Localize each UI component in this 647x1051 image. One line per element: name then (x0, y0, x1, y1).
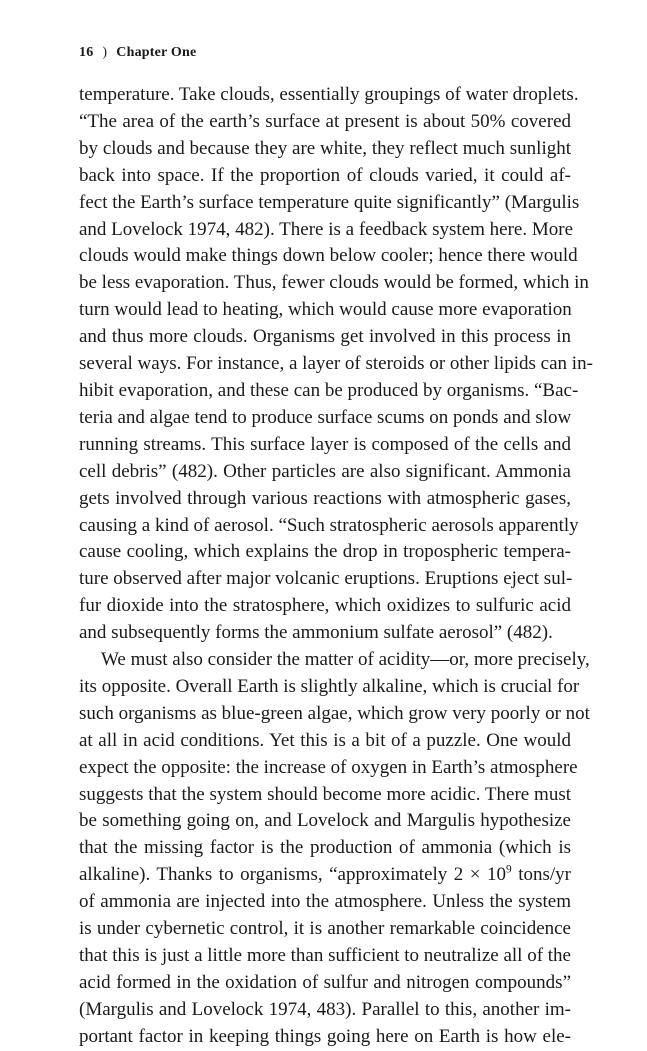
paragraph-1 (79, 82, 593, 647)
text-line: at all in acid conditions. Yet this is a bit of a puzzle. One would (79, 729, 571, 751)
superscript-line-before: alkaline). Thanks to organisms, “approximately 2 × 10 (79, 864, 507, 886)
running-head-separator: ) (102, 45, 108, 60)
text-line: and subsequently forms the ammonium sulfate aerosol” (482). (79, 622, 553, 644)
text-line: expect the opposite: the increase of oxygen in Earth’s atmosphere (79, 756, 578, 778)
text-line: be less evaporation. Thus, fewer clouds would be formed, which in (79, 272, 589, 294)
text-line: is under cybernetic control, it is another remarkable coincidence (79, 918, 571, 940)
text-line: turn would lead to heating, which would cause more evaporation (79, 299, 572, 321)
superscript-line-after: tons/yr (511, 864, 572, 886)
text-line: (Margulis and Lovelock 1974, 483). Parallel to this, another im- (79, 998, 571, 1020)
text-line: “The area of the earth’s surface at present is about 50% covered (79, 110, 571, 132)
text-line: of ammonia are injected into the atmosphere. Unless the system (79, 891, 571, 913)
text-line: hibit evaporation, and these can be produced by organisms. “Bac- (79, 379, 579, 401)
running-head (79, 45, 196, 61)
text-line: gets involved through various reactions with atmospheric gases, (79, 487, 571, 509)
text-line: and Lovelock 1974, 482). There is a feedback system here. More (79, 218, 574, 240)
text-line: portant factor in keeping things going here on Earth is how ele- (79, 1025, 571, 1047)
text-line: ture observed after major volcanic eruptions. Eruptions eject sul- (79, 568, 573, 590)
text-line: fect the Earth’s surface temperature quite significantly” (Margulis (79, 191, 580, 213)
text-line: that the missing factor is the production of ammonia (which is (79, 837, 571, 859)
text-line: suggests that the system should become more acidic. There must (79, 783, 571, 805)
text-line: temperature. Take clouds, essentially groupings of water droplets. (79, 84, 579, 105)
text-line: that this is just a little more than sufficient to neutralize all of the (79, 945, 571, 966)
chapter-title: Chapter One (116, 45, 197, 60)
text-line: fur dioxide into the stratosphere, which oxidizes to sulfuric acid (79, 595, 571, 617)
text-line: its opposite. Overall Earth is slightly alkaline, which is crucial for (79, 675, 580, 697)
text-line: teria and algae tend to produce surface scums on ponds and slow (79, 406, 572, 428)
page-number: 16 (79, 45, 94, 60)
paragraph-2 (79, 647, 590, 1051)
text-line: by clouds and because they are white, they reflect much sunlight (79, 137, 571, 159)
text-line: be something going on, and Lovelock and Margulis hypothesize (79, 810, 571, 832)
text-line: cell debris” (482). Other particles are also significant. Ammonia (79, 460, 571, 482)
text-line: acid formed in the oxidation of sulfur and nitrogen compounds” (79, 971, 571, 993)
text-line: and thus more clouds. Organisms get involved in this process in (79, 326, 571, 348)
body-text (79, 82, 593, 1051)
text-line: such organisms as blue-green algae, which grow very poorly or not (79, 702, 590, 724)
text-line: running streams. This surface layer is composed of the cells and (79, 433, 571, 455)
text-line: clouds would make things down below cooler; hence there would (79, 245, 578, 267)
text-line: cause cooling, which explains the drop in tropospheric tempera- (79, 541, 571, 563)
text-line-with-superscript (79, 862, 571, 889)
text-line: back into space. If the proportion of clouds varied, it could af- (79, 164, 571, 186)
text-line: several ways. For instance, a layer of steroids or other lipids can in- (79, 353, 593, 375)
text-line: causing a kind of aerosol. “Such stratospheric aerosols apparently (79, 514, 579, 536)
text-line: We must also consider the matter of acidity—or, more precisely, (101, 649, 590, 671)
exponent: 9 (506, 863, 512, 876)
